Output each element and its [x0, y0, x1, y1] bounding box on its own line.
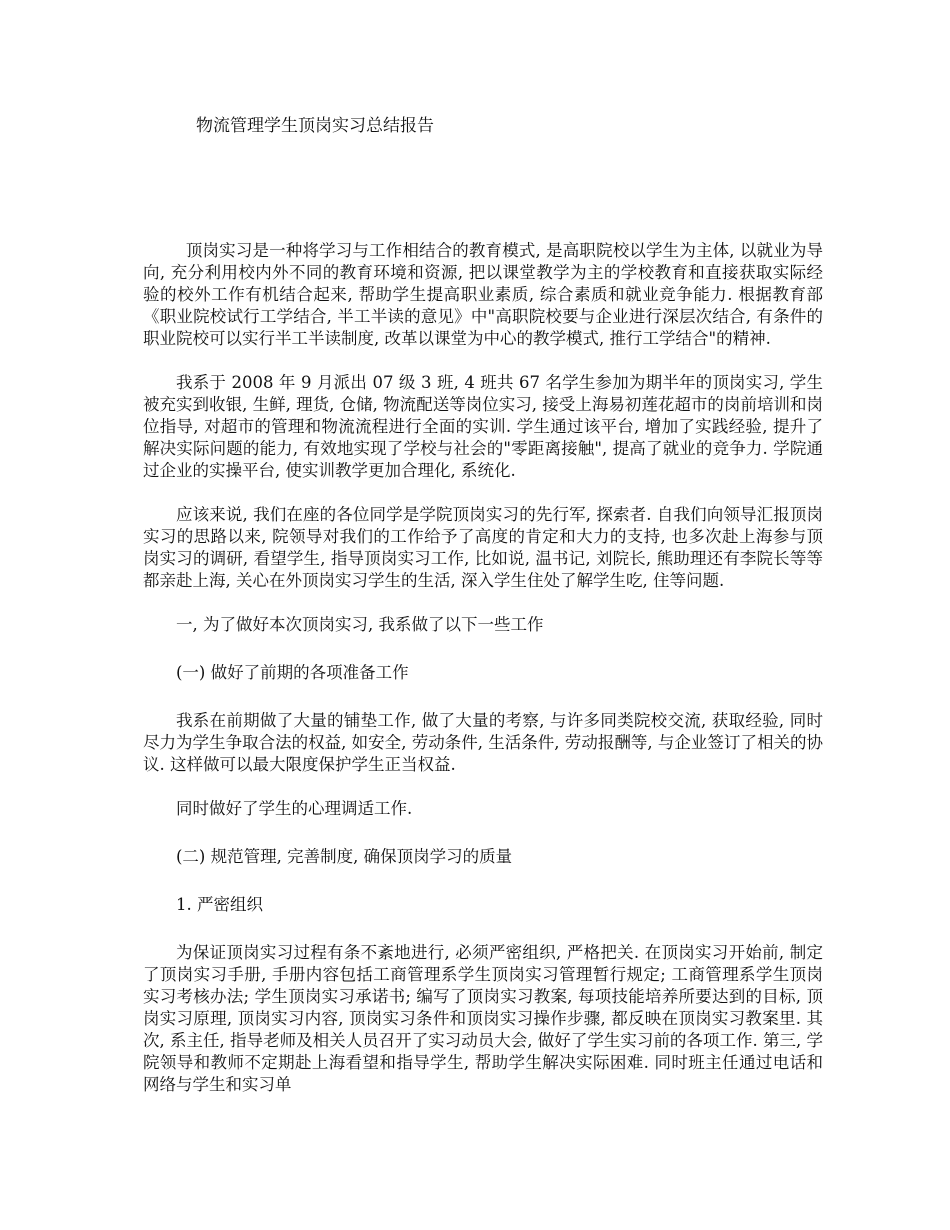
paragraph-dispatch: 我系于 2008 年 9 月派出 07 级 3 班, 4 班共 67 名学生参加为期半年的顶岗实习, 学生被充实到收银, 生鲜, 理货, 仓储, 物流配送等岗位实习, 接受上海易初莲花超市的岗前培训和岗位指导, 对超市的管理和物流流程进行全面的实训. 学生通过该平台, 增加了实践经验, 提升了解决实际问题的能力, 有效地实现了学校与社会的"零距离接触", 提高了就业的竞争力. 学院通过企业的实操平台, 使实训教学更加合理化, 系统化. — [143, 373, 823, 480]
paragraph-organization: 为保证顶岗实习过程有条不紊地进行, 必须严密组织, 严格把关. 在顶岗实习开始前, 制定了顶岗实习手册, 手册内容包括工商管理系学生顶岗实习管理暂行规定; 工商管理系学生顶岗实习考核办法; 学生顶岗实习承诺书; 编写了顶岗实习教案, 每项技能培养所要达到的目标, 顶岗实习原理, 顶岗实习内容, 顶岗实习条件和顶岗实习操作步骤, 都反映在顶岗实习教案里. 其次, 系主任, 指导老师及相关人员召开了实习动员大会, 做好了学生实习前的各项工作. 第三, 学院领导和教师不定期赴上海看望和指导学生, 帮助学生解决实际困难. 同时班主任通过电话和网络与学生和实习单 — [143, 943, 823, 1094]
paragraph-leadership: 应该来说, 我们在座的各位同学是学院顶岗实习的先行军, 探索者. 自我们向领导汇报顶岗实习的思路以来, 院领导对我们的工作给予了高度的肯定和大力的支持, 也多次赴上海参与顶岗实习的调研, 看望学生, 指导顶岗实习工作, 比如说, 温书记, 刘院长, 熊助理还有李院长等等都亲赴上海, 关心在外顶岗实习学生的生活, 深入学生住处了解学生吃, 住等问题. — [143, 505, 823, 590]
subsection-heading-2: (二) 规范管理, 完善制度, 确保顶岗学习的质量 — [176, 847, 513, 866]
paragraph-preparation: 我系在前期做了大量的铺垫工作, 做了大量的考察, 与许多同类院校交流, 获取经验, 同时尽力为学生争取合法的权益, 如安全, 劳动条件, 生活条件, 劳动报酬等, 与企业签订了相关的协议. 这样做可以最大限度保护学生正当权益. — [143, 711, 823, 774]
subsection-heading-1: (一) 做好了前期的各项准备工作 — [176, 663, 409, 682]
paragraph-intro: 顶岗实习是一种将学习与工作相结合的教育模式, 是高职院校以学生为主体, 以就业为导向, 充分利用校内外不同的教育环境和资源, 把以课堂教学为主的学校教育和直接获取实际经验的校外工作有机结合起来, 帮助学生提高职业素质, 综合素质和就业竞争能力. 根据教育部《职业院校试行工学结合, 半工半读的意见》中"高职院校要与企业进行深层次结合, 有条件的职业院校可以实行半工半读制度, 改革以课堂为中心的教学模式, 推行工学结合"的精神. — [143, 241, 823, 348]
item-heading-1: 1. 严密组织 — [176, 895, 263, 914]
document-title: 物流管理学生顶岗实习总结报告 — [196, 116, 434, 136]
document-body — [143, 240, 823, 1118]
paragraph-psychology: 同时做好了学生的心理调适工作. — [176, 799, 413, 818]
section-heading-1: 一, 为了做好本次顶岗实习, 我系做了以下一些工作 — [176, 615, 544, 634]
